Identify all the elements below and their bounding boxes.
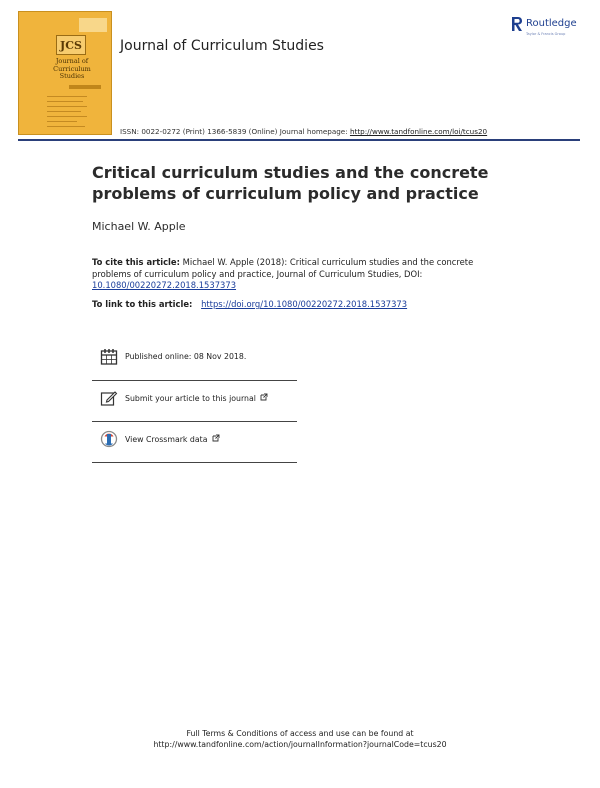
citation-block	[92, 257, 492, 292]
journal-cover-image	[18, 11, 112, 135]
cover-decoration	[47, 106, 87, 107]
article-title: Critical curriculum studies and the concrete problems of curriculum policy and practice	[92, 163, 489, 203]
cover-decoration	[47, 96, 87, 97]
cover-decoration	[79, 18, 107, 32]
panel-divider	[92, 380, 297, 381]
calendar-icon	[100, 348, 118, 366]
article-doi-link[interactable]: https://doi.org/10.1080/00220272.2018.1537373	[201, 299, 408, 309]
footer-journal-info-link[interactable]: http://www.tandfonline.com/action/journalInformation?journalCode=tcus20	[153, 740, 447, 749]
crossmark-icon	[100, 430, 118, 448]
submit-article-text: Submit your article to this journal	[125, 393, 268, 403]
crossmark-text: View Crossmark data	[125, 434, 220, 444]
cover-decoration	[47, 126, 85, 127]
published-date-text: Published online: 08 Nov 2018.	[125, 352, 247, 361]
journal-name: Journal of Curriculum Studies	[120, 38, 324, 54]
cover-title: Journal of Curriculum Studies	[53, 57, 91, 80]
panel-divider	[92, 462, 297, 463]
cover-decoration	[47, 121, 77, 122]
citation-doi-link[interactable]: 10.1080/00220272.2018.1537373	[92, 280, 237, 290]
cover-decoration	[47, 111, 81, 112]
cover-monogram: JCS	[56, 35, 86, 55]
footer	[0, 728, 600, 750]
edit-pencil-icon	[100, 389, 118, 407]
citation-text: Michael W. Apple (2018): Critical curriculum studies and the concrete problems of curriculum policy and practice, Journal of Curriculum Studies, DOI:	[92, 257, 474, 279]
external-link-icon	[260, 393, 268, 401]
external-link-icon	[212, 434, 220, 442]
link-to-article	[92, 299, 407, 309]
citation-label: To cite this article:	[92, 257, 180, 267]
panel-divider	[92, 421, 297, 422]
issn-text: ISSN: 0022-0272 (Print) 1366-5839 (Online) Journal homepage:	[120, 127, 348, 136]
header-divider	[18, 139, 580, 141]
routledge-logo-icon	[510, 16, 524, 32]
cover-decoration	[69, 85, 101, 89]
cover-decoration	[47, 101, 83, 102]
journal-homepage-link[interactable]: http://www.tandfonline.com/loi/tcus20	[349, 127, 488, 136]
cover-decoration	[47, 116, 87, 117]
footer-terms-text: Full Terms & Conditions of access and use can be found at	[186, 729, 414, 738]
article-author: Michael W. Apple	[92, 220, 186, 233]
link-label: To link to this article:	[92, 299, 193, 309]
issn-line	[120, 127, 487, 136]
publisher-subtitle: Taylor & Francis Group	[526, 32, 566, 36]
publisher-name: Routledge	[526, 18, 577, 29]
